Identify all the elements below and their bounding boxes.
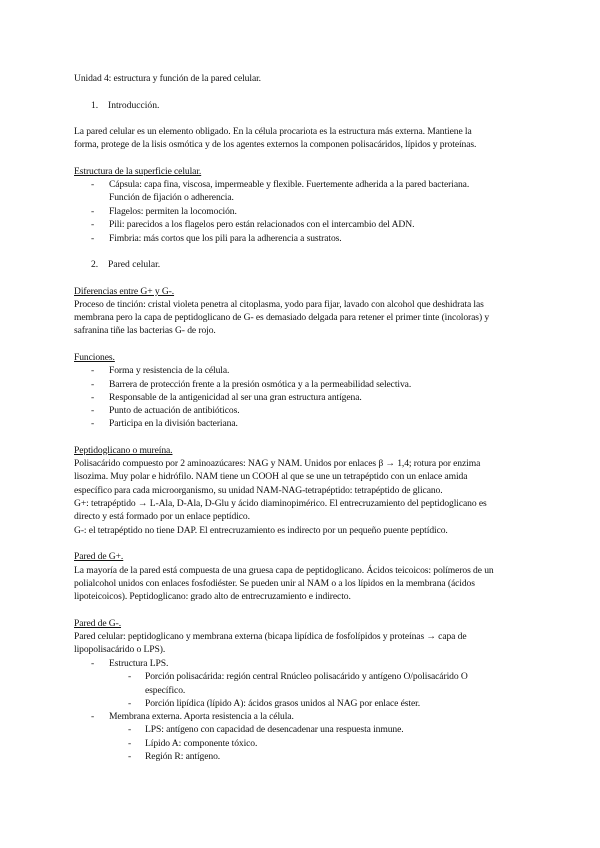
intro-line: forma, protege de la lisis osmótica y de los agentes externos la componen polisacáridos, lípidos y proteínas. [74, 139, 477, 150]
bullet-dash: - [128, 751, 132, 762]
diferencias-line: Proceso de tinción: cristal violeta penetra al citoplasma, yodo para fijar, lavado con alcohol que deshidrata las [74, 299, 484, 310]
superficie-item: Cápsula: capa fina, viscosa, impermeable y flexible. Fuertemente adherida a la pared bacteriana. [109, 179, 470, 190]
diferencias-line: safranina tiñe las bacterias G- de rojo. [74, 325, 216, 336]
bullet-dash: - [91, 658, 95, 669]
bullet-dash: - [91, 711, 95, 722]
membrana-subitem: Lípido A: componente tóxico. [145, 738, 258, 749]
pared-gpos-line: La mayoría de la pared está compuesta de una gruesa capa de peptidoglicano. Ácidos teicoicos: polímeros de un [74, 565, 494, 576]
section-2-title: Pared celular. [108, 259, 161, 270]
section-1-title: Introducción. [108, 100, 160, 111]
pared-gneg-item: Estructura LPS. [109, 658, 169, 669]
bullet-dash: - [91, 418, 95, 429]
superficie-item: Fimbria: más cortos que los pili para la adherencia a sustratos. [109, 233, 342, 244]
pared-gneg-line: Pared celular: peptidoglicano y membrana externa (bicapa lipídica de fosfolípidos y proteínas → capa de [74, 631, 467, 642]
pared-gpos-line: lipoteicoicos). Peptidoglicano: grado alto de entrecruzamiento e indirecto. [74, 591, 351, 602]
funciones-item: Punto de actuación de antibióticos. [109, 405, 240, 416]
peptidoglicano-line: lisozima. Muy polar e hidrófilo. NAM tiene un COOH al que se une un tetrapéptido con un enlace amida [74, 471, 468, 482]
bullet-dash: - [91, 379, 95, 390]
peptidoglicano-line: directo y está formado por un enlace peptídico. [74, 511, 250, 522]
superficie-heading: Estructura de la superficie celular. [74, 166, 202, 177]
funciones-item: Barrera de protección frente a la presión osmótica y a la permeabilidad selectiva. [109, 379, 412, 390]
bullet-dash: - [128, 738, 132, 749]
document-title: Unidad 4: estructura y función de la pared celular. [74, 73, 261, 84]
intro-line: La pared celular es un elemento obligado. En la célula procariota es la estructura más externa. Mantiene la [74, 126, 472, 137]
section-1-number: 1. [91, 100, 99, 111]
funciones-item: Forma y resistencia de la célula. [109, 365, 230, 376]
pared-gneg-item: Membrana externa. Aporta resistencia a la célula. [109, 711, 294, 722]
membrana-subitem: Región R: antígeno. [145, 751, 221, 762]
pared-gpos-line: polialcohol unidos con enlaces fosfodiéster. Se pueden unir al NAM o a los lípidos en la membrana (ácidos [74, 578, 475, 589]
pared-gneg-line: lipopolisacárido o LPS). [74, 644, 166, 655]
diferencias-line: membrana pero la capa de peptidoglicano de G- es demasiado delgada para retener el primer tinte (incoloras) y [74, 312, 490, 323]
lps-subitem: Porción polisacárida: región central Rnúcleo polisacárido y antígeno O/polisacárido O [145, 671, 468, 682]
pared-gpos-heading: Pared de G+. [74, 551, 124, 562]
bullet-dash: - [128, 698, 132, 709]
bullet-dash: - [91, 206, 95, 217]
bullet-dash: - [91, 365, 95, 376]
membrana-subitem: LPS: antígeno con capacidad de desencadenar una respuesta inmune. [145, 724, 404, 735]
superficie-item: Flagelos: permiten la locomoción. [109, 206, 237, 217]
bullet-dash: - [128, 671, 132, 682]
funciones-heading: Funciones. [74, 352, 115, 363]
bullet-dash: - [91, 179, 95, 190]
superficie-item: Pili: parecidos a los flagelos pero están relacionados con el intercambio del ADN. [109, 219, 415, 230]
lps-subitem: Porción lipídica (lípido A): ácidos grasos unidos al NAG por enlace éster. [145, 698, 421, 709]
lps-subitem-cont: específico. [145, 685, 186, 696]
peptidoglicano-line: G-: el tetrapéptido no tiene DAP. El entrecruzamiento es indirecto por un pequeño puente peptídico. [74, 525, 448, 536]
peptidoglicano-line: específico para cada microorganismo, su unidad NAM-NAG-tetrapéptido: tetrapéptido de glicano. [74, 485, 443, 496]
pared-gneg-heading: Pared de G-. [74, 618, 122, 629]
diferencias-heading: Diferencias entre G+ y G-. [74, 286, 175, 297]
bullet-dash: - [91, 392, 95, 403]
funciones-item: Participa en la división bacteriana. [109, 418, 238, 429]
bullet-dash: - [128, 724, 132, 735]
bullet-dash: - [91, 405, 95, 416]
peptidoglicano-line: G+: tetrapéptido → L-Ala, D-Ala, D-Glu y ácido diaminopimérico. El entrecruzamiento del peptidoglicano es [74, 498, 487, 509]
section-2-number: 2. [91, 259, 99, 270]
bullet-dash: - [91, 219, 95, 230]
peptidoglicano-heading: Peptidoglicano o mureína. [74, 445, 173, 456]
peptidoglicano-line: Polisacárido compuesto por 2 aminoazúcares: NAG y NAM. Unidos por enlaces β → 1,4; rotura por enzima [74, 458, 481, 469]
superficie-item-cont: Función de fijación o adherencia. [109, 192, 234, 203]
funciones-item: Responsable de la antigenicidad al ser una gran estructura antígena. [109, 392, 362, 403]
bullet-dash: - [91, 233, 95, 244]
